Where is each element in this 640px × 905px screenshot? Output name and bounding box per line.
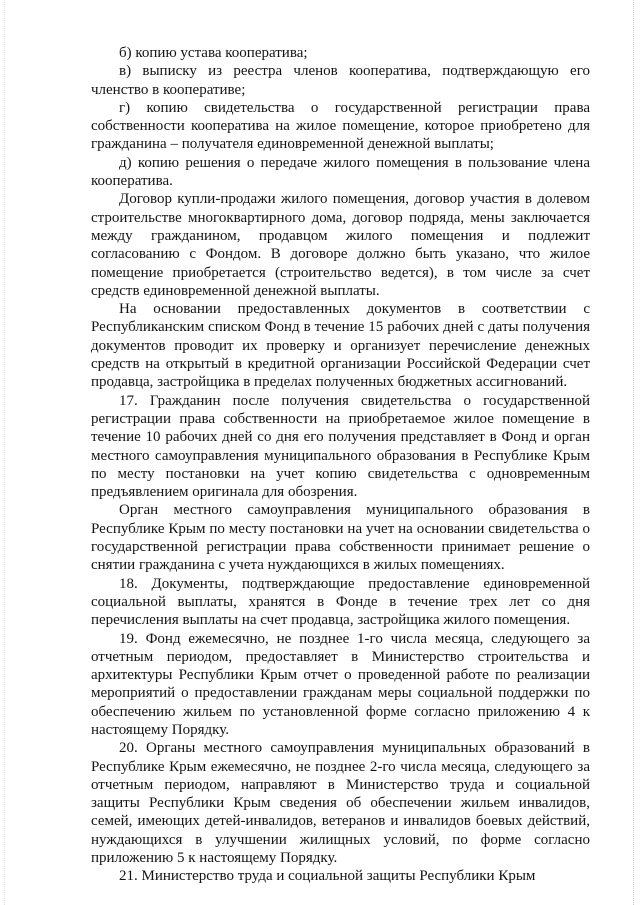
paragraph-verification: На основании предоставленных документов в соответствии с Республиканским списком Фонд в течение 15 рабочих дней с даты получения документов проводит их проверку и организует перечисление денежных средств на открытый в кредитной организации Российской Федерации счет продавца, застройщика в пределах полученных бюджетных ассигнований. xyxy=(91,301,590,391)
paragraph-clause-18: 18. Документы, подтверждающие предоставление единовременной социальной выплаты, хранятся в Фонде в течение трех лет со дня перечисления выплаты на счет продавца, застройщика жилого помещения. xyxy=(91,575,590,629)
paragraph-item-b: б) копию устава кооператива; xyxy=(119,45,308,61)
scan-edge-right xyxy=(633,0,634,905)
paragraph-item-v: в) выписку из реестра членов кооператива, подтверждающую его членство в кооперативе; xyxy=(91,63,590,98)
paragraph-deregistration: Орган местного самоуправления муниципального образования в Республике Крым по месту постановки на учет на основании свидетельства о государственной регистрации права собственности принимает решение о снятии гражданина с учета нуждающихся в жилых помещениях. xyxy=(91,502,590,574)
paragraph-item-g: г) копию свидетельства о государственной регистрации права собственности кооператива на жилое помещение, которое приобретено для гражданина – получателя единовременной денежной выплаты; xyxy=(91,99,590,153)
document-body xyxy=(91,44,590,886)
paragraph-contract: Договор купли-продажи жилого помещения, договор участия в долевом строительстве многоквартирного дома, договор подряда, мены заключается между гражданином, продавцом жилого помещения и подлежит согласованию с Фондом. В договоре должно быть указано, что жилое помещение приобретается (строительство ведется), в том числе за счет средств единовременной денежной выплаты. xyxy=(91,191,590,299)
paragraph-clause-21: 21. Министерство труда и социальной защиты Республики Крым xyxy=(119,868,536,885)
paragraph-clause-19: 19. Фонд ежемесячно, не позднее 1-го числа месяца, следующего за отчетным периодом, предоставляет в Министерство строительства и архитектуры Республики Крым отчет о проведенной работе по реализации мероприятий о предоставлении гражданам меры социальной поддержки по обеспечению жильем по установленной форме согласно приложению 4 к настоящему Порядку. xyxy=(91,630,590,738)
scan-edge-left xyxy=(4,0,5,905)
paragraph-item-d: д) копию решения о передаче жилого помещения в пользование члена кооператива. xyxy=(91,154,590,190)
paragraph-clause-20: 20. Органы местного самоуправления муниципальных образований в Республике Крым ежемесячно, не позднее 2-го числа месяца, следующего за отчетным периодом, направляют в Министерство труда и социальной защиты Республики Крым сведения об обеспечении жильем инвалидов, семей, имеющих детей-инвалидов, ветеранов и инвалидов боевых действий, нуждающихся в улучшении жилищных условий, по форме согласно приложению 5 к настоящему Порядку. xyxy=(91,740,590,867)
paragraph-clause-17: 17. Гражданин после получения свидетельства о государственной регистрации права собственности на приобретаемое жилое помещение в течение 10 рабочих дней со дня его получения представляет в Фонд и орган местного самоуправления муниципального образования в Республике Крым по месту постановки на учет копию свидетельства с одновременным предъявлением оригинала для обозрения. xyxy=(91,392,590,501)
